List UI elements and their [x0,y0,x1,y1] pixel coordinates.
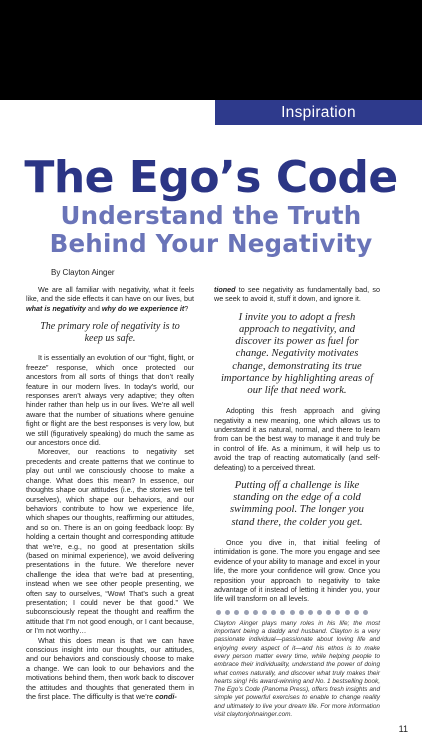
paragraph: It is essentially an evolution of our “fight, flight, or freeze” response, which once protected our ancestors from all sorts of things that don’t really feature in our modern lives. In today’s world, our responses aren’t always very adaptive; they often hinder rather than help us in our lives. We’re all well aware that the number of situations where genuine fight or flight are the best responses is very low, but we still (figuratively speaking) do much the same as our ancestors once did. [26,353,194,448]
paragraph: Once you dive in, that initial feeling of intimidation is gone. The more you engage and see evidence of your ability to manage and excel in your life, the more your confidence will grow. Once you reposition your approach to negativity to take advantage of it instead of letting it hinder you, your life will transform on all levels. [214,537,380,604]
pull-quote: The primary role of negativity is to keep us safe. [40,321,180,344]
section-banner: Inspiration [215,100,422,125]
pull-quote: Putting off a challenge is like standing on the edge of a cold swimming pool. The longer you stand there, the colder you get. [230,480,364,528]
magazine-page [0,100,422,750]
author-bio: Clayton Ainger plays many roles in his life; the most important being a daddy and husband. Clayton is a very passionate individual—passionate about loving life and enjoying every aspect of it—and his ethos is to make every person matter every time, while helping people to embrace their individuality, understand the power of doing what comes naturally, and discover what truly makes their hearts sing! His award-winning and No. 1 bestselling book, The Ego’s Code (Panoma Press), offers fresh insights and simple yet powerful exercises to enable to change reality and ultimately to live your dream life. For more information visit claytonjohnainger.com. [214,619,380,718]
divider-dot [299,610,304,615]
divider-dot [326,610,331,615]
article-subtitle-line2: Behind Your Negativity [49,229,373,258]
divider-dot [234,610,239,615]
divider-dot [308,610,313,615]
right-column [214,285,380,719]
dot-divider [216,610,380,615]
byline: By Clayton Ainger [51,268,115,277]
divider-dot [335,610,340,615]
divider-dot [262,610,267,615]
divider-dot [363,610,368,615]
divider-dot [280,610,285,615]
divider-dot [271,610,276,615]
paragraph: We are all familiar with negativity, what it feels like, and the side effects it can have on our lives, but what is negativity and why do we experience it? [26,285,194,313]
article-subtitle-line1: Understand the Truth [60,201,362,230]
divider-dot [290,610,295,615]
article-title: The Ego’s Code [24,152,398,203]
divider-dot [253,610,258,615]
divider-dot [216,610,221,615]
paragraph: tioned to see negativity as fundamentally bad, so we seek to avoid it, stuff it down, and ignore it. [214,285,380,304]
divider-dot [225,610,230,615]
paragraph: What this does mean is that we can have conscious insight into our thoughts, our attitudes, and our behaviors and consciously choose to make a change. We can look to our behaviors and the motivations behind them, then work back to discover the attitudes and thoughts that generated them in the first place. The difficulty is that we’re condi- [26,635,194,702]
headline [0,154,422,258]
paragraph: Moreover, our reactions to negativity set precedents and create patterns that we continue to play out until we consciously choose to make a change. What does this mean? In essence, our thoughts shape our attitudes (i.e., the stories we tell ourselves), which shape our behaviors, and our behaviors contribute to how we experience life, which shapes our thoughts, reaffirming our attitudes, and so on. There is an on going feedback loop: By holding a certain thought and corresponding attitude that we’re, e.g., no good at presentation skills (based on minimal experience), we avoid delivering presentations in the future. We therefore never challenge the idea that we’re bad at presenting, instead when we see other people presenting, we often say to ourselves, “Wow! That’s such a great presentation; I could never be that good.” We subconsciously repeat the thought and reaffirm the attitude that I’m not good enough, or I cant because, or I’m not worthy… [26,447,194,636]
paragraph: Adopting this fresh approach and giving negativity a new meaning, one which allows us to understand it as natural, normal, and there to learn from can be the best way to manage it and truly be in control of life. As a minimum, it will help us to avoid the trap of reacting automatically (and self-defeating) to a perceived threat. [214,406,380,472]
left-column [26,285,194,701]
pull-quote: I invite you to adopt a fresh approach to negativity, and discover its power as fuel for change. Negativity motivates change, demonstrating its true importance by highlighting areas of our life that need work. [220,311,374,397]
divider-dot [244,610,249,615]
divider-dot [317,610,322,615]
page-number: 11 [398,724,408,734]
divider-dot [354,610,359,615]
divider-dot [345,610,350,615]
